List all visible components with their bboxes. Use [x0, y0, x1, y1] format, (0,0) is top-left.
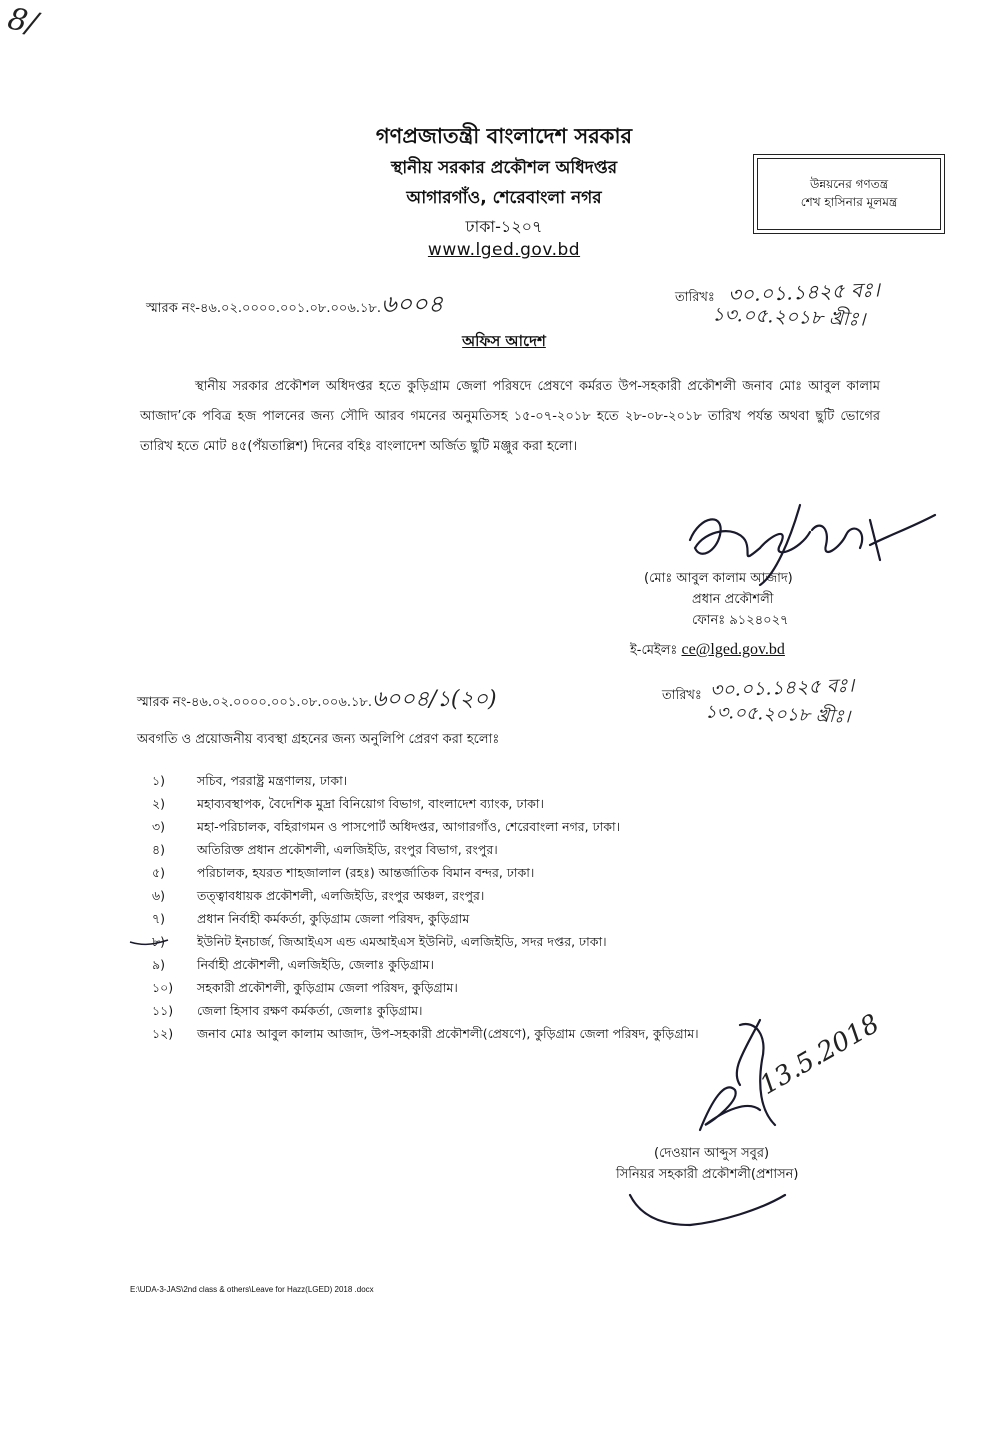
list-item-number: ১০) — [152, 980, 174, 995]
signatory-2-designation: সিনিয়র সহকারী প্রকৌশলী(প্রশাসন) — [616, 1167, 799, 1182]
signatory-1-phone: ফোনঃ ৯১২৪০২৭ — [692, 613, 789, 628]
list-item-number: ১১) — [152, 1003, 174, 1018]
signatory-2-name: (দেওয়ান আব্দুস সবুর) — [654, 1146, 770, 1161]
order-memo-prefix: স্মারক নং-৪৬.০২.০০০০.০০১.০৮.০০৬.১৮. — [146, 301, 381, 316]
list-item-text: সহকারী প্রকৌশলী, কুড়িগ্রাম জেলা পরিষদ, কুড়িগ্রাম। — [197, 980, 458, 995]
signatory-1-name: (মোঃ আবুল কালাম আজাদ) — [644, 571, 793, 586]
signatory-1-email-label: ই-মেইলঃ — [630, 643, 678, 658]
signatory-1-designation: প্রধান প্রকৌশলী — [692, 592, 774, 607]
order-memo-handwritten: ৬০০৪ — [380, 290, 444, 318]
list-item-number: ৮) — [152, 934, 165, 949]
list-item-number: ৯) — [152, 957, 165, 972]
copy-memo-handwritten: ৬০০৪/১(২০) — [371, 687, 497, 712]
list-item-text: মহা-পরিচালক, বহিরাগমন ও পাসপোর্ট অধিদপ্তর, আগারগাঁও, শেরেবাংলা নগর, ঢাকা। — [197, 819, 621, 834]
list-item-text: অতিরিক্ত প্রধান প্রকৌশলী, এলজিইডি, রংপুর বিভাগ, রংপুর। — [197, 842, 498, 857]
list-item-text: নির্বাহী প্রকৌশলী, এলজিইডি, জেলাঃ কুড়িগ্রাম। — [197, 957, 434, 972]
list-item-text: পরিচালক, হযরত শাহজালাল (রহঃ) আন্তর্জাতিক বিমান বন্দর, ঢাকা। — [197, 865, 535, 880]
website-link[interactable]: www.lged.gov.bd — [427, 240, 581, 260]
motto-line-2: শেখ হাসিনার মূলমন্ত্র — [800, 195, 898, 209]
list-item-number: ২) — [152, 796, 166, 811]
copy-intro: অবগতি ও প্রয়োজনীয় ব্যবস্থা গ্রহনের জন্য অনুলিপি প্রেরণ করা হলোঃ — [137, 732, 500, 747]
margin-note: 8/ — [4, 1, 41, 42]
list-item-text: জেলা হিসাব রক্ষণ কর্মকর্তা, জেলাঃ কুড়িগ্রাম। — [197, 1003, 423, 1018]
order-date-bangla: ৩০.০১.১৪২৫ বঃ। — [727, 277, 881, 307]
list-item-number: ১২) — [152, 1026, 174, 1041]
copy-memo-prefix: স্মারক নং-৪৬.০২.০০০০.০০১.০৮.০০৬.১৮. — [137, 695, 372, 710]
department-heading: স্থানীয় সরকার প্রকৌশল অধিদপ্তর — [390, 158, 618, 178]
city-line: ঢাকা-১২০৭ — [465, 217, 543, 236]
list-item-text: মহাব্যবস্থাপক, বৈদেশিক মুদ্রা বিনিয়োগ বিভাগ, বাংলাদেশ ব্যাংক, ঢাকা। — [197, 796, 544, 811]
order-date-english: ১৩.০৫.২০১৮ খ্রীঃ। — [711, 303, 866, 331]
order-body: স্থানীয় সরকার প্রকৌশল অধিদপ্তর হতে কুড়িগ্রাম জেলা পরিষদে প্রেষণে কর্মরত উপ-সহকারী প্রকৌশলী জনাব মোঃ আবুল কালাম আজাদ’কে পবিত্র হজ পালনের জন্য সৌদি আরব গমনের অনুমতিসহ ১৫-০৭-২০১৮ হতে ২৮-০৮-২০১৮ তারিখ পর্যন্ত অথবা ছুটি ভোগের তারিখ হতে মোট ৪৫(পঁয়তাল্লিশ) দিনের বহিঃ বাংলাদেশ অর্জিত ছুটি মঞ্জুর করা হলো। — [140, 379, 880, 454]
signatory-1-email[interactable]: ce@lged.gov.bd — [681, 641, 785, 658]
list-item-number: ৩) — [152, 819, 166, 834]
list-item-number: ৫) — [152, 865, 165, 880]
list-item-text: ইউনিট ইনচার্জ, জিআইএস এন্ড এমআইএস ইউনিট, এলজিইডি, সদর দপ্তর, ঢাকা। — [197, 934, 607, 949]
copy-date-english: ১৩.০৫.২০১৮ খ্রীঃ। — [704, 701, 851, 728]
list-item-text: প্রধান নির্বাহী কর্মকর্তা, কুড়িগ্রাম জেলা পরিষদ, কুড়িগ্রাম — [197, 911, 470, 926]
signature-2-date: 13.5.2018 — [755, 1008, 885, 1101]
signature-1-icon — [690, 505, 935, 585]
checkmark-icon — [130, 940, 168, 944]
list-item-number: ৭) — [152, 911, 166, 926]
list-item-text: সচিব, পররাষ্ট্র মন্ত্রণালয়, ঢাকা। — [197, 773, 348, 788]
government-heading: গণপ্রজাতন্ত্রী বাংলাদেশ সরকার — [375, 124, 633, 148]
motto-line-1: উন্নয়নের গণতন্ত্র — [809, 177, 889, 191]
copy-date-label: তারিখঃ — [662, 688, 702, 703]
copy-date-bangla: ৩০.০১.১৪২৫ বঃ। — [709, 674, 855, 702]
order-title: অফিস আদেশ — [462, 332, 546, 350]
list-item-number: ১) — [152, 773, 165, 788]
list-item-number: ৬) — [152, 888, 166, 903]
list-item-number: ৪) — [152, 842, 165, 857]
file-path-footer: E:\UDA-3-JAS\2nd class & others\Leave for Hazz(LGED) 2018 .docx — [130, 1285, 374, 1294]
address-line: আগারগাঁও, শেরেবাংলা নগর — [406, 188, 602, 208]
list-item-text: তত্ত্বাবধায়ক প্রকৌশলী, এলজিইডি, রংপুর অঞ্চল, রংপুর। — [197, 888, 485, 903]
order-date-label: তারিখঃ — [675, 290, 715, 305]
list-item-text: জনাব মোঃ আবুল কালাম আজাদ, উপ-সহকারী প্রকৌশলী(প্রেষণে), কুড়িগ্রাম জেলা পরিষদ, কুড়িগ্রাম। — [197, 1026, 699, 1041]
signature-2-icon — [630, 1020, 785, 1225]
